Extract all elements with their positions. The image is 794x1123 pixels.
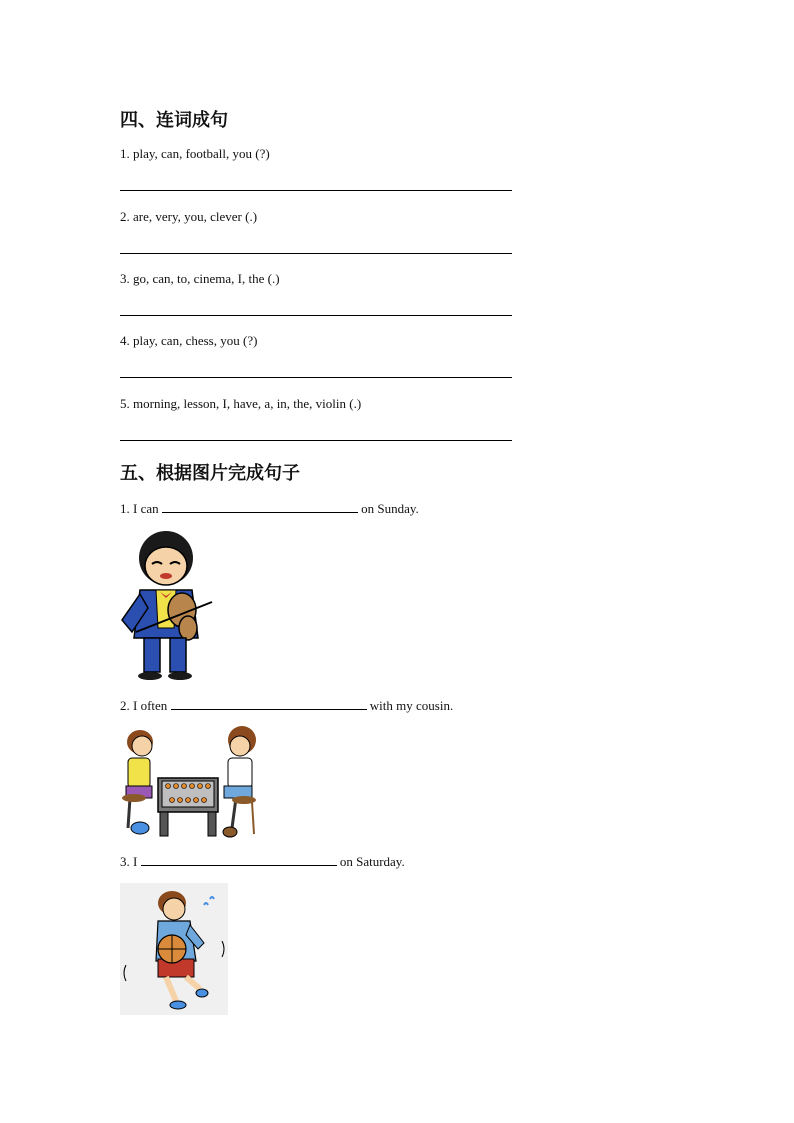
question-5-2 bbox=[120, 697, 453, 714]
boy-playing-violin-picture bbox=[118, 528, 218, 680]
question-5-3-before: 3. I bbox=[120, 854, 138, 869]
boy-playing-basketball-picture bbox=[120, 883, 228, 1015]
kids-playing-chess-picture bbox=[118, 724, 260, 842]
question-5-1-before: 1. I can bbox=[120, 501, 159, 516]
question-5-3-after: on Saturday. bbox=[339, 854, 405, 869]
answer-blank-5-1[interactable] bbox=[162, 500, 358, 513]
answer-blank-5-2[interactable] bbox=[171, 697, 367, 710]
answer-blank-5-3[interactable] bbox=[141, 853, 337, 866]
question-5-2-after: with my cousin. bbox=[369, 698, 454, 713]
question-4-2: 2. are, very, you, clever (.) bbox=[120, 209, 258, 224]
answer-line-4-2[interactable] bbox=[120, 253, 512, 254]
question-4-3: 3. go, can, to, cinema, I, the (.) bbox=[120, 271, 280, 286]
answer-line-4-5[interactable] bbox=[120, 440, 512, 441]
answer-line-4-3[interactable] bbox=[120, 315, 512, 316]
question-5-3 bbox=[120, 853, 405, 870]
answer-line-4-1[interactable] bbox=[120, 190, 512, 191]
question-5-1-after: on Sunday. bbox=[361, 501, 419, 516]
question-4-1: 1. play, can, football, you (?) bbox=[120, 146, 270, 161]
question-5-1 bbox=[120, 500, 419, 517]
question-4-4: 4. play, can, chess, you (?) bbox=[120, 333, 258, 348]
answer-line-4-4[interactable] bbox=[120, 377, 512, 378]
question-4-5: 5. morning, lesson, I, have, a, in, the, violin (.) bbox=[120, 396, 362, 411]
section-5-title: 五、根据图片完成句子 bbox=[120, 463, 300, 484]
question-5-2-before: 2. I often bbox=[120, 698, 168, 713]
section-4-title: 四、连词成句 bbox=[120, 110, 228, 131]
